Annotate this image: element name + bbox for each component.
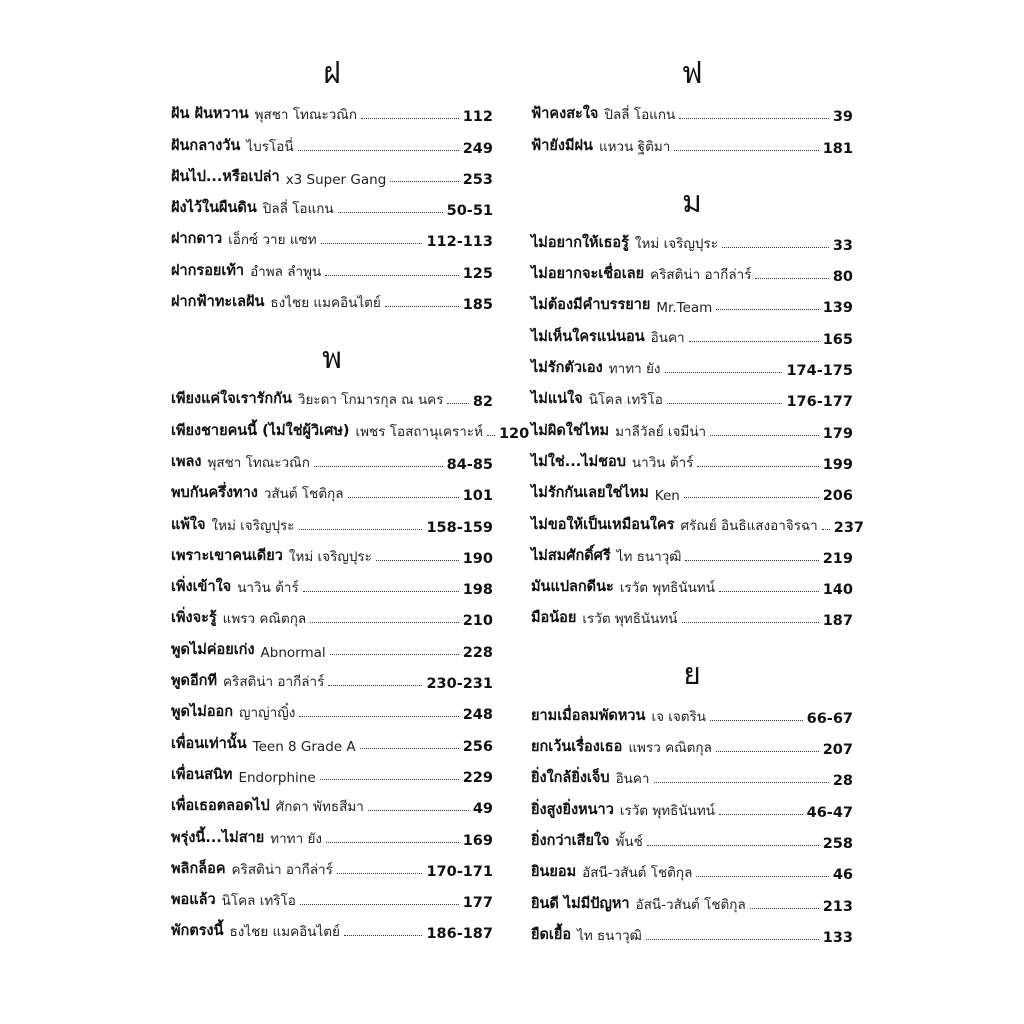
index-entry	[171, 723, 493, 754]
section-gap	[171, 313, 493, 341]
page-number: 237	[833, 519, 865, 536]
section-letter-heading: ย	[683, 657, 701, 693]
index-entry	[531, 789, 853, 820]
page-number: 253	[462, 171, 493, 188]
song-title: ยามเมื่อลมพัดหวน	[531, 707, 646, 724]
song-title: ยิ่งกว่าเสียใจ	[531, 832, 610, 849]
page-number: 256	[462, 738, 493, 755]
page-number: 179	[822, 425, 853, 442]
index-entry	[171, 911, 493, 942]
page-number: 84-85	[446, 456, 493, 473]
index-entry	[171, 755, 493, 786]
song-title: ฟ้ายังมีฝน	[531, 137, 593, 154]
dot-leader	[447, 403, 468, 404]
page-number: 82	[472, 394, 493, 411]
artist-name: ใหม่ เจริญปุระ	[211, 517, 295, 534]
artist-name: ไท ธนาวุฒิ	[616, 548, 682, 565]
page-number: 39	[832, 109, 853, 126]
artist-name: แหวน ฐิติมา	[598, 138, 671, 155]
index-entry	[171, 410, 530, 442]
index-entry	[171, 786, 493, 817]
dot-leader	[368, 810, 469, 811]
dot-leader	[361, 118, 459, 119]
index-entry	[171, 125, 493, 156]
artist-name: เอ็กซ์ วาย แซท	[228, 232, 317, 249]
index-entry	[531, 504, 865, 536]
dot-leader	[755, 278, 828, 279]
index-section	[171, 341, 530, 943]
page-number: 219	[822, 550, 853, 567]
song-title: พลิกล็อค	[171, 860, 226, 877]
song-title: ไม่อยากให้เธอรู้	[531, 234, 629, 251]
page-number: 125	[462, 265, 493, 282]
dot-leader	[298, 150, 459, 151]
dot-leader	[338, 212, 443, 213]
artist-name: Teen 8 Grade A	[252, 738, 356, 755]
artist-name: พุสชา โทณะวณิก	[207, 454, 310, 471]
artist-name: ใหม่ เจริญปุระ	[288, 548, 372, 565]
dot-leader	[710, 720, 803, 721]
dot-leader	[326, 842, 459, 843]
song-title: ไม่รักกันเลยใช่ไหม	[531, 485, 649, 502]
song-title: ฝันไป...หรือเปล่า	[171, 168, 280, 185]
song-title: เพื่อนสนิท	[171, 766, 233, 783]
song-title: เพลง	[171, 453, 202, 470]
artist-name: คริสติน่า อากีล่าร์	[231, 861, 333, 878]
song-title: ไม่ผิดใช่ไหม	[531, 422, 610, 439]
section-letter-heading: ฟ	[681, 56, 703, 91]
song-title: ฝันกลางวัน	[171, 137, 241, 154]
artist-name: พุสชา โทณะวณิก	[254, 107, 358, 124]
song-title: เพื่อเธอตลอดไป	[171, 798, 270, 815]
dot-leader	[325, 275, 459, 276]
dot-leader	[360, 748, 459, 749]
page-number: 170-171	[426, 863, 493, 880]
index-entry	[171, 282, 493, 313]
index-entry	[531, 223, 853, 254]
artist-name: Ken	[654, 488, 680, 505]
artist-name: ใหม่ เจริญปุระ	[634, 235, 718, 252]
page-number: 50-51	[446, 203, 493, 220]
artist-name: นิโคล เทริโอ	[588, 392, 663, 409]
index-entry	[171, 94, 493, 125]
artist-name: ธงไชย แมคอินไตย์	[270, 295, 381, 312]
index-entry	[531, 125, 853, 156]
artist-name: พั้นช์	[615, 833, 643, 850]
artist-name: x3 Super Gang	[285, 171, 387, 188]
dot-leader	[320, 779, 459, 780]
index-entry	[531, 727, 853, 758]
song-title: เพิ่งเข้าใจ	[171, 579, 232, 596]
index-section	[531, 657, 853, 945]
page-number: 248	[462, 707, 493, 724]
artist-name: อัสนี-วสันต์ โชติกุล	[635, 896, 746, 913]
artist-name: คริสติน่า อากีล่าร์	[650, 267, 752, 284]
page-number: 258	[822, 835, 853, 852]
index-entry	[531, 379, 853, 410]
dot-leader	[310, 622, 459, 623]
index-entry	[171, 692, 493, 723]
page-number: 49	[472, 801, 493, 818]
dot-leader	[685, 560, 818, 561]
dot-leader	[674, 150, 818, 151]
artist-name: นาวิน ต้าร์	[237, 580, 299, 597]
page-number: 213	[822, 898, 853, 915]
dot-leader	[385, 306, 459, 307]
page-number: 112-113	[426, 234, 493, 251]
page-number: 210	[462, 613, 493, 630]
song-title: ยกเว้นเรื่องเธอ	[531, 739, 623, 756]
artist-name: ธงไชย แมคอินไตย์	[229, 924, 340, 941]
page-number: 249	[462, 140, 493, 157]
artist-name: เรวัต พุทธินันทน์	[582, 611, 678, 628]
song-title: พอแล้ว	[171, 892, 216, 909]
page-number: 66-67	[806, 710, 853, 727]
dot-leader	[300, 904, 459, 905]
page-number: 120	[498, 425, 530, 442]
index-entry	[171, 219, 493, 250]
artist-name: ทาทา ยัง	[608, 361, 661, 378]
dot-leader	[299, 529, 423, 530]
song-title: ยิ่งสูงยิ่งหนาว	[531, 801, 614, 818]
artist-name: นาวิน ต้าร์	[631, 454, 694, 471]
page-number: 133	[822, 929, 853, 946]
dot-leader	[344, 935, 422, 936]
page-number: 185	[462, 297, 493, 314]
index-entry	[531, 695, 853, 726]
index-entry	[531, 442, 853, 473]
song-title: เพียงแค่ใจเรารักกัน	[171, 391, 292, 408]
index-entry	[531, 821, 853, 852]
section-letter-heading: ม	[682, 184, 702, 220]
page-number: 181	[822, 140, 853, 157]
index-entry	[171, 629, 493, 660]
artist-name: คริสติน่า อากีล่าร์	[223, 674, 325, 691]
index-entry	[531, 598, 853, 629]
index-entry	[171, 661, 493, 692]
page-number: 190	[462, 550, 493, 567]
artist-name: Mr.Team	[656, 300, 713, 317]
index-entry	[171, 188, 493, 219]
dot-leader	[314, 466, 443, 467]
song-title: ไม่รักตัวเอง	[531, 360, 603, 377]
artist-name: อินคา	[650, 329, 685, 346]
artist-name: วิยะดา โกมารกุล ณ นคร	[297, 392, 444, 409]
index-section	[531, 56, 853, 157]
artist-name: อินคา	[615, 771, 650, 788]
index-section	[171, 56, 493, 313]
page-number: 229	[462, 769, 493, 786]
song-title: เพียงชายคนนี้ (ไม่ใช่ผู้วิเศษ)	[171, 422, 350, 439]
song-title: พูดไม่ค่อยเก่ง	[171, 641, 255, 658]
dot-leader	[719, 814, 803, 815]
song-title: ฝากฟ้าทะเลฝัน	[171, 294, 265, 311]
artist-name: มาลีวัลย์ เจมีน่า	[615, 423, 707, 440]
dot-leader	[719, 591, 819, 592]
page-number: 186-187	[426, 926, 493, 943]
artist-name: ศรัณย์ อินธิแสงอาจิรฉา	[680, 517, 818, 534]
song-title: เพื่อนเท่านั้น	[171, 735, 247, 752]
index-entry	[531, 254, 853, 285]
dot-leader	[646, 939, 819, 940]
index-entry	[171, 849, 493, 880]
index-entry	[171, 379, 493, 410]
dot-leader	[299, 716, 458, 717]
index-section	[531, 184, 865, 630]
page-number: 46	[832, 867, 853, 884]
index-entry	[171, 250, 493, 281]
dot-leader	[682, 622, 819, 623]
dot-leader	[716, 751, 819, 752]
index-entry	[531, 852, 853, 883]
dot-leader	[337, 873, 423, 874]
page-number: 158-159	[426, 519, 493, 536]
index-entry	[531, 758, 853, 789]
song-title: ไม่สมศักดิ์ศรี	[531, 547, 611, 564]
index-entry	[531, 883, 853, 914]
artist-name: เรวัต พุทธินันทน์	[619, 580, 715, 597]
artist-name: แพรว คณิตกุล	[222, 611, 307, 628]
page-number: 28	[832, 773, 853, 790]
page-number: 46-47	[806, 804, 853, 821]
dot-leader	[722, 247, 829, 248]
song-title: พูดอีกที	[171, 673, 218, 690]
song-title: ยินดี ไม่มีปัญหา	[531, 895, 630, 912]
song-title: ไม่ใช่...ไม่ชอบ	[531, 453, 626, 470]
artist-name: นิโคล เทริโอ	[221, 893, 296, 910]
left-column	[171, 56, 530, 943]
dot-leader	[689, 341, 819, 342]
song-title: ไม่ต้องมีคำบรรยาย	[531, 297, 651, 314]
song-title: ฝากรอยเท้า	[171, 262, 245, 279]
song-title: ฟ้าคงสะใจ	[531, 106, 599, 123]
song-title: พักตรงนี้	[171, 923, 224, 940]
index-entry	[171, 817, 493, 848]
dot-leader	[665, 372, 783, 373]
index-entry	[171, 536, 493, 567]
page-number: 174-175	[786, 363, 853, 380]
index-entry	[531, 567, 853, 598]
song-title: มือน้อย	[531, 610, 577, 627]
index-entry	[171, 473, 493, 504]
artist-name: อัสนี-วสันต์ โชติกุล	[582, 865, 693, 882]
dot-leader	[321, 243, 423, 244]
dot-leader	[487, 435, 495, 436]
dot-leader	[822, 529, 830, 530]
song-title: ยิ่งใกล้ยิ่งเจ็บ	[531, 770, 610, 787]
song-title: พูดไม่ออก	[171, 704, 234, 721]
page-number: 80	[832, 269, 853, 286]
dot-leader	[654, 782, 829, 783]
song-title: เพราะเขาคนเดียว	[171, 547, 283, 564]
index-entry	[171, 504, 493, 535]
page-number: 169	[462, 832, 493, 849]
song-title: ยืดเยื้อ	[531, 926, 572, 943]
page-number: 177	[462, 895, 493, 912]
index-entry	[531, 316, 853, 347]
page-number: 140	[822, 582, 853, 599]
page-number: 198	[462, 582, 493, 599]
artist-name: แพรว คณิตกุล	[628, 740, 712, 757]
section-letter-heading: พ	[322, 341, 342, 377]
song-title: ฝัน ฝันหวาน	[171, 106, 249, 123]
artist-name: ไบรโอนี่	[246, 138, 294, 155]
dot-leader	[750, 908, 819, 909]
artist-name: ไท ธนาวุฒิ	[577, 927, 642, 944]
page-number: 199	[822, 456, 853, 473]
artist-name: ทาทา ยัง	[270, 830, 322, 847]
dot-leader	[710, 435, 819, 436]
index-entry	[171, 880, 493, 911]
song-title: ฝังไว้ในผืนดิน	[171, 200, 257, 217]
artist-name: วสันต์ โชติกุล	[263, 486, 344, 503]
page-number: 230-231	[426, 676, 493, 693]
dot-leader	[376, 560, 459, 561]
index-entry	[531, 473, 853, 504]
page-number: 176-177	[786, 394, 853, 411]
page-number: 187	[822, 613, 853, 630]
index-entry	[531, 348, 853, 379]
dot-leader	[716, 309, 818, 310]
song-title: ไม่เห็นใครแน่นอน	[531, 328, 645, 345]
artist-name: ศักดา พัทธสีมา	[275, 799, 364, 816]
page-number: 33	[832, 237, 853, 254]
song-title: ฝากดาว	[171, 231, 223, 248]
section-letter-heading: ฝ	[323, 56, 341, 91]
section-gap	[531, 629, 853, 657]
dot-leader	[696, 876, 828, 877]
dot-leader	[348, 497, 459, 498]
dot-leader	[328, 685, 422, 686]
index-entry	[531, 410, 853, 441]
artist-name: ปิลลี่ โอแกน	[262, 201, 334, 218]
artist-name: เรวัต พุทธินันทน์	[619, 802, 715, 819]
page-number: 112	[462, 109, 493, 126]
dot-leader	[667, 403, 783, 404]
index-entry	[171, 442, 493, 473]
index-entry	[171, 157, 493, 188]
page-number: 207	[822, 742, 853, 759]
song-title: ยินยอม	[531, 864, 577, 881]
index-entry	[171, 567, 493, 598]
index-entry	[531, 94, 853, 125]
artist-name: เพชร โอสถานุเคราะห์	[355, 423, 483, 440]
song-title: ไม่แน่ใจ	[531, 391, 583, 408]
index-entry	[531, 915, 853, 946]
page-number: 228	[462, 644, 493, 661]
artist-name: ปิลลี่ โอแกน	[604, 107, 676, 124]
song-title: พบกันครึ่งทาง	[171, 485, 258, 502]
page-number: 206	[822, 488, 853, 505]
page-number: 139	[822, 300, 853, 317]
index-entry	[531, 285, 853, 316]
song-title: ไม่อยากจะเชื่อเลย	[531, 266, 645, 283]
artist-name: Endorphine	[238, 769, 316, 786]
dot-leader	[697, 466, 818, 467]
dot-leader	[330, 654, 459, 655]
right-column	[531, 56, 865, 946]
section-gap	[531, 157, 853, 185]
dot-leader	[647, 845, 819, 846]
song-title: ไม่ขอให้เป็นเหมือนใคร	[531, 516, 675, 533]
song-title: มันแปลกดีนะ	[531, 579, 614, 596]
page-number: 101	[462, 488, 493, 505]
artist-name: ญาญ่าญิ๋ง	[239, 705, 296, 722]
dot-leader	[303, 591, 459, 592]
artist-name: อำพล ลำพูน	[250, 263, 322, 280]
song-title: เพิ่งจะรู้	[171, 610, 217, 627]
artist-name: Abnormal	[260, 644, 326, 661]
artist-name: เจ เจตริน	[651, 708, 707, 725]
song-title: พรุ่งนี้...ไม่สาย	[171, 829, 265, 846]
dot-leader	[684, 497, 819, 498]
index-entry	[531, 536, 853, 567]
index-entry	[171, 598, 493, 629]
dot-leader	[390, 181, 458, 182]
page-number: 165	[822, 331, 853, 348]
dot-leader	[679, 118, 829, 119]
song-title: แพ้ใจ	[171, 516, 206, 533]
